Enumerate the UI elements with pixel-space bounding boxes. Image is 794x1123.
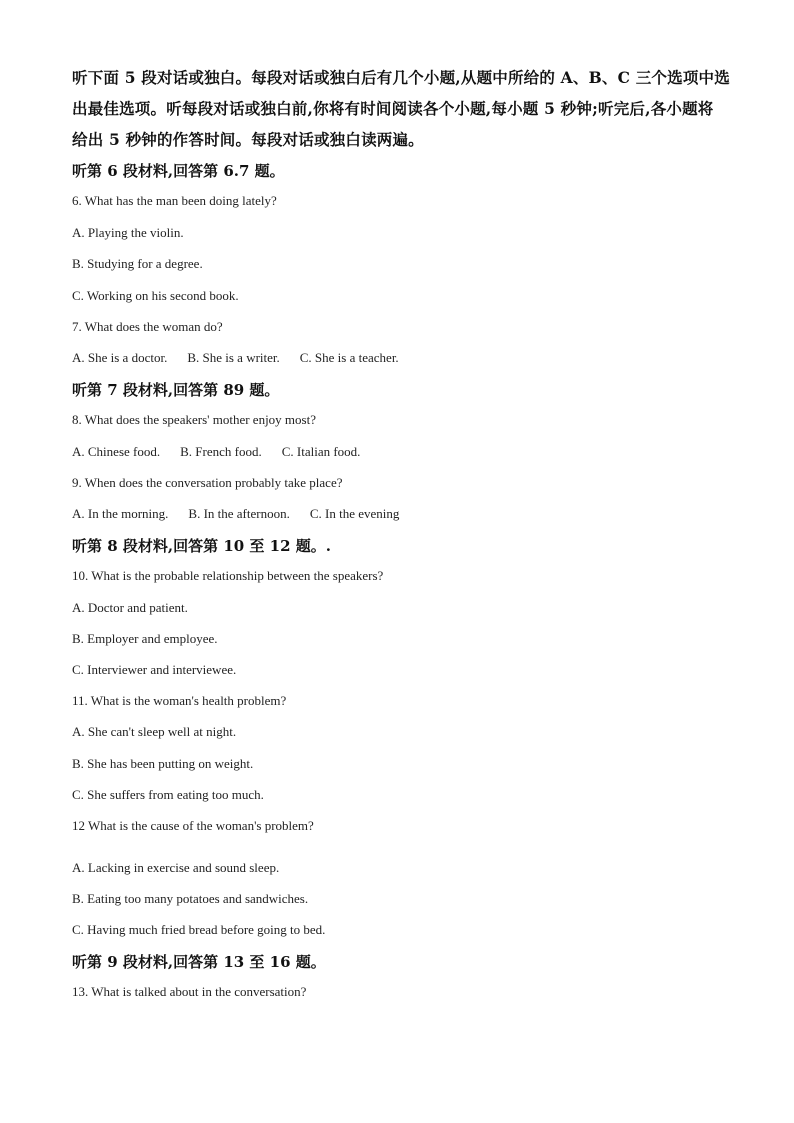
question-11-option-c: C. She suffers from eating too much. (72, 787, 264, 802)
question-6-option-c: C. Working on his second book. (72, 288, 239, 303)
question-10: 10. What is the probable relationship between the speakers? (72, 568, 384, 583)
section-heading-7: 听第 7 段材料,回答第 89 题。 (72, 381, 280, 399)
question-7-option-b: B. She is a writer. (187, 350, 280, 365)
section-heading-9: 听第 9 段材料,回答第 13 至 16 题。 (72, 953, 326, 971)
question-7-options (72, 350, 399, 366)
section-heading-6: 听第 6 段材料,回答第 6.7 题。 (72, 162, 285, 180)
question-8-options (72, 444, 360, 460)
question-12-option-a: A. Lacking in exercise and sound sleep. (72, 860, 280, 875)
question-7-option-a: A. She is a doctor. (72, 350, 168, 365)
question-13: 13. What is talked about in the conversation? (72, 984, 307, 999)
question-9-options (72, 506, 399, 522)
question-9-option-c: C. In the evening (309, 506, 400, 521)
question-12-option-c: C. Having much fried bread before going to bed. (72, 922, 326, 937)
question-7: 7. What does the woman do? (72, 319, 223, 334)
question-9-option-a: A. In the morning. (72, 506, 169, 521)
question-6-option-a: A. Playing the violin. (72, 225, 184, 240)
question-12-option-b: B. Eating too many potatoes and sandwiches. (72, 891, 309, 906)
question-11-option-a: A. She can't sleep well at night. (72, 724, 237, 739)
question-7-option-c: C. She is a teacher. (299, 350, 399, 365)
question-9: 9. When does the conversation probably take place? (72, 475, 343, 490)
instructions-line-3: 给出 5 秒钟的作答时间。每段对话或独白读两遍。 (72, 130, 424, 149)
question-10-option-b: B. Employer and employee. (72, 631, 218, 646)
question-11-option-b: B. She has been putting on weight. (72, 756, 254, 771)
question-6-option-b: B. Studying for a degree. (72, 256, 203, 271)
instructions-line-1: 听下面 5 段对话或独白。每段对话或独白后有几个小题,从题中所给的 A、B、C 三个选项中选 (72, 68, 730, 87)
question-8-option-a: A. Chinese food. (72, 444, 161, 459)
question-8-option-b: B. French food. (180, 444, 262, 459)
question-9-option-b: B. In the afternoon. (188, 506, 290, 521)
question-6: 6. What has the man been doing lately? (72, 193, 277, 208)
instructions-line-2: 出最佳选项。听每段对话或独白前,你将有时间阅读各个小题,每小题 5 秒钟;听完后,各小题将 (72, 99, 714, 118)
question-10-option-a: A. Doctor and patient. (72, 600, 188, 615)
question-8: 8. What does the speakers' mother enjoy most? (72, 412, 316, 427)
question-10-option-c: C. Interviewer and interviewee. (72, 662, 237, 677)
question-12: 12 What is the cause of the woman's problem? (72, 818, 314, 833)
question-8-option-c: C. Italian food. (281, 444, 361, 459)
question-11: 11. What is the woman's health problem? (72, 693, 287, 708)
section-heading-8: 听第 8 段材料,回答第 10 至 12 题。. (72, 537, 331, 555)
